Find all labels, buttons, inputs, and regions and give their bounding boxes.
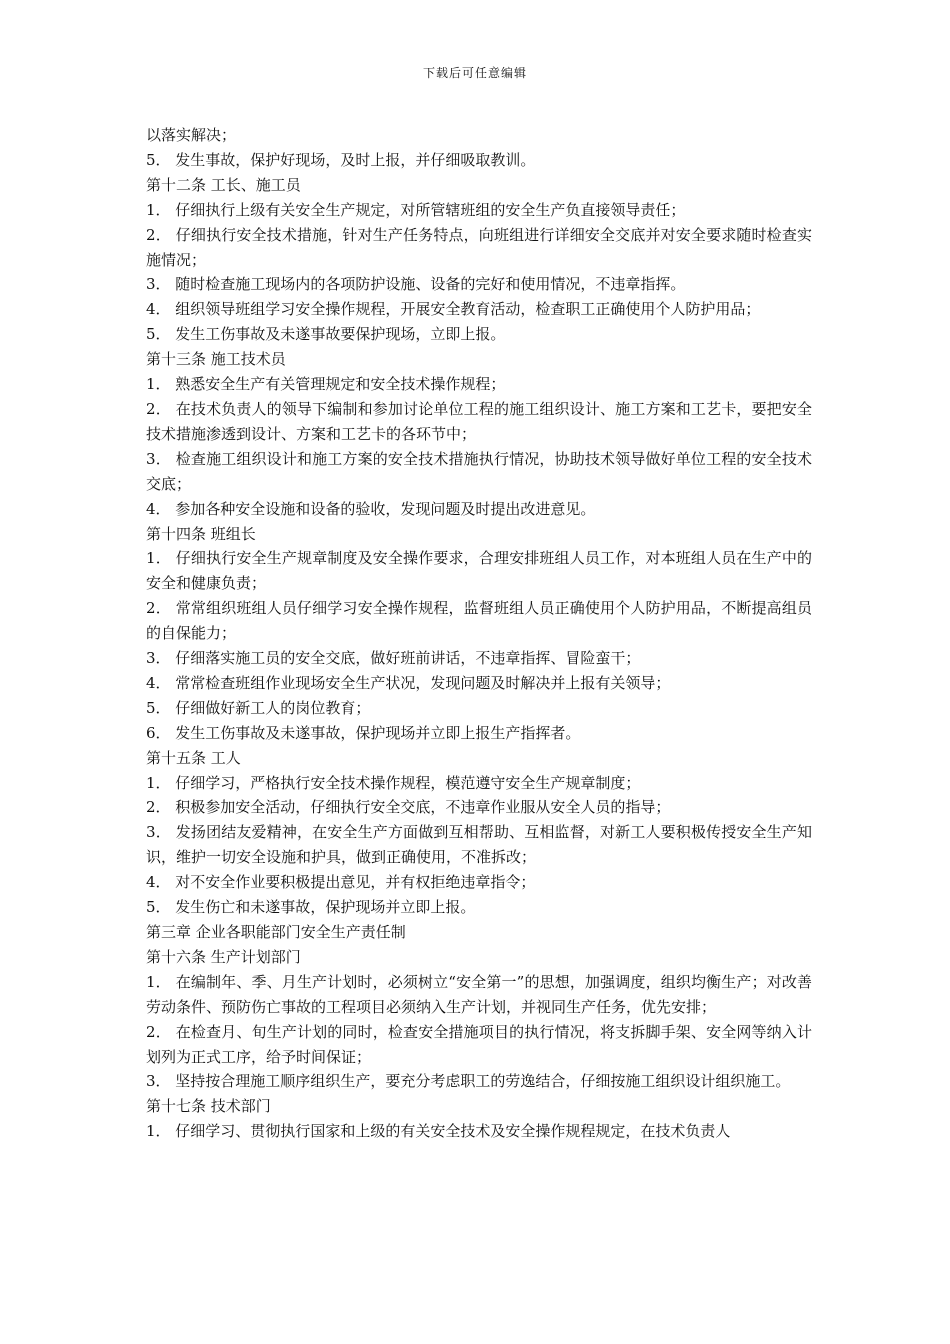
section-heading: 第十四条 班组长 <box>146 524 256 543</box>
section-heading: 第十三条 施工技术员 <box>146 350 286 369</box>
section-heading: 第十五条 工人 <box>146 748 241 767</box>
section-heading: 第十六条 生产计划部门 <box>146 947 301 966</box>
paragraph: 1． 熟悉安全生产有关管理规定和安全技术操作规程； <box>146 375 506 394</box>
paragraph: 3． 随时检查施工现场内的各项防护设施、设备的完好和使用情况，不违章指挥。 <box>146 275 686 294</box>
paragraph: 6． 发生工伤事故及未遂事故，保护现场并立即上报生产指挥者。 <box>146 723 581 742</box>
section-heading: 第十二条 工长、施工员 <box>146 175 301 194</box>
paragraph: 1． 仔细学习，严格执行安全技术操作规程，模范遵守安全生产规章制度； <box>146 773 641 792</box>
paragraph: 1． 仔细学习、贯彻执行国家和上级的有关安全技术及安全操作规程规定，在技术负责人 <box>146 1122 731 1141</box>
paragraph: 以落实解决； <box>146 126 237 144</box>
paragraph: 4． 参加各种安全设施和设备的验收，发现问题及时提出改进意见。 <box>146 499 596 518</box>
paragraph: 1． 在编制年、季、月生产计划时，必须树立“安全第一”的思想，加强调度，组织均衡生产；对改善劳动条件、预防伤亡事故的工程项目必须纳入生产计划，并视同生产任务，优先安排； <box>146 972 812 1016</box>
paragraph: 5． 仔细做好新工人的岗位教育； <box>146 698 371 717</box>
paragraph: 2． 常常组织班组人员仔细学习安全操作规程，监督班组人员正确使用个人防护用品，不断提高组员的自保能力； <box>146 599 812 643</box>
paragraph: 2． 仔细执行安全技术措施，针对生产任务特点，向班组进行详细安全交底并对安全要求随时检查实施情况； <box>146 225 812 269</box>
paragraph: 2． 积极参加安全活动，仔细执行安全交底，不违章作业服从安全人员的指导； <box>146 798 671 817</box>
paragraph: 5． 发生伤亡和未遂事故，保护现场并立即上报。 <box>146 898 476 917</box>
paragraph: 1． 仔细执行上级有关安全生产规定，对所管辖班组的安全生产负直接领导责任； <box>146 200 686 219</box>
paragraph: 5． 发生事故，保护好现场，及时上报，并仔细吸取教训。 <box>146 150 536 169</box>
paragraph: 4． 组织领导班组学习安全操作规程，开展安全教育活动，检查职工正确使用个人防护用品； <box>146 300 761 319</box>
page-header: 下载后可任意编辑 <box>422 66 527 80</box>
paragraph: 2． 在技术负责人的领导下编制和参加讨论单位工程的施工组织设计、施工方案和工艺卡，要把安全技术措施渗透到设计、方案和工艺卡的各环节中； <box>146 399 812 443</box>
document-body <box>146 123 812 1144</box>
paragraph: 5． 发生工伤事故及未遂事故要保护现场，立即上报。 <box>146 325 506 344</box>
paragraph: 2． 在检查月、旬生产计划的同时，检查安全措施项目的执行情况，将支拆脚手架、安全网等纳入计划列为正式工序，给予时间保证； <box>146 1022 812 1066</box>
section-heading: 第十七条 技术部门 <box>146 1097 271 1116</box>
paragraph: 3． 坚持按合理施工顺序组织生产，要充分考虑职工的劳逸结合，仔细按施工组织设计组织施工。 <box>146 1072 791 1091</box>
paragraph: 3． 检查施工组织设计和施工方案的安全技术措施执行情况，协助技术领导做好单位工程的安全技术交底； <box>146 449 812 493</box>
paragraph: 1． 仔细执行安全生产规章制度及安全操作要求，合理安排班组人员工作，对本班组人员在生产中的安全和健康负责； <box>146 549 812 593</box>
paragraph: 3． 发扬团结友爱精神，在安全生产方面做到互相帮助、互相监督，对新工人要积极传授安全生产知识，维护一切安全设施和护具，做到正确使用，不准拆改； <box>146 823 812 867</box>
paragraph: 4． 常常检查班组作业现场安全生产状况，发现问题及时解决并上报有关领导； <box>146 673 671 692</box>
paragraph: 4． 对不安全作业要积极提出意见，并有权拒绝违章指令； <box>146 873 536 892</box>
chapter-heading: 第三章 企业各职能部门安全生产责任制 <box>146 923 406 941</box>
paragraph: 3． 仔细落实施工员的安全交底，做好班前讲话，不违章指挥、冒险蛮干； <box>146 649 641 668</box>
